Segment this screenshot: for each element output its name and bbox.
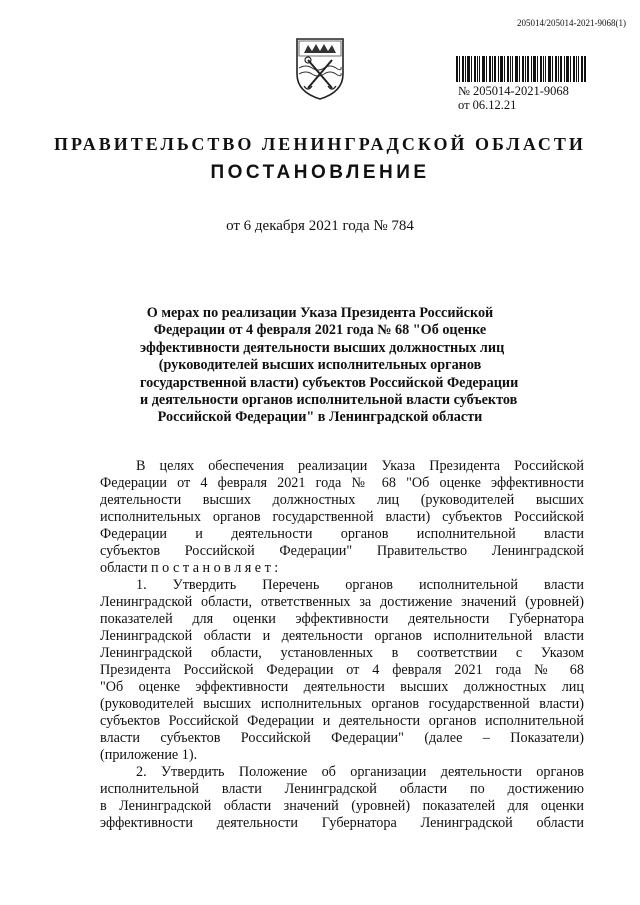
document-date-number: от 6 декабря 2021 года № 784 [226,218,414,234]
subject-line: и деятельности органов исполнительной власти субъектов [140,392,518,409]
subject-line: Федерации от 4 февраля 2021 года № 68 "Об оценке [153,322,487,339]
barcode-icon [456,56,586,82]
body-line: эффективности деятельности Губернатора Ленинградской области [100,815,584,831]
body-line: Федерации и деятельности органов исполнительной власти [100,526,584,542]
body-line [100,560,584,577]
body-line: власти субъектов Российской Федерации" (далее – Показатели) [100,730,584,746]
body-line: (приложение 1). [100,747,198,763]
body-line: субъектов Российской Федерации и деятельности органов исполнительной [100,713,584,729]
registration-block [458,84,569,112]
organization-title: ПРАВИТЕЛЬСТВО ЛЕНИНГРАДСКОЙ ОБЛАСТИ [54,134,586,154]
body-line: Ленинградской области, ответственных за достижение значений (уровней) [100,594,584,610]
document-subject [140,305,519,427]
subject-line: (руководителей высших исполнительных органов [158,357,482,374]
resolution-keyword: постановляет: [150,560,282,576]
body-line: Президента Российской Федерации от 4 февраля 2021 года № 68 [100,662,584,678]
body-line: Ленинградской области и деятельности органов исполнительной власти [100,628,584,644]
document-code: 205014/205014-2021-9068(1) [517,18,626,28]
subject-line: государственной власти) субъектов Российской Федерации [140,374,519,391]
subject-line: О мерах по реализации Указа Президента Российской [146,305,494,321]
body-line: 1. Утвердить Перечень органов исполнительной власти [136,577,584,593]
body-line: исполнительных органов государственной власти) субъектов Российской [100,509,584,525]
body-line: Федерации от 4 февраля 2021 года № 68 "Об оценке эффективности [100,475,584,491]
registration-date: от 06.12.21 [458,98,517,112]
body-line: субъектов Российской Федерации" Правительство Ленинградской [100,543,584,559]
body-line: исполнительной власти Ленинградской области по достижению [100,781,584,797]
document-body [100,458,584,832]
document-type-title: ПОСТАНОВЛЕНИЕ [210,162,430,183]
subject-line: эффективности деятельности высших должностных лиц [140,339,505,356]
body-line: в Ленинградской области значений (уровней) показателей для оценки [100,798,584,814]
registration-number: № 205014-2021-9068 [458,84,569,98]
body-line: показателей для оценки эффективности деятельности Губернатора [100,611,584,627]
body-line: Ленинградской области, установленных в соответствии с Указом [100,645,584,661]
body-line: (руководителей высших исполнительных органов государственной власти) [100,696,584,712]
body-text: области [100,560,151,576]
body-line: 2. Утвердить Положение об организации деятельности органов [136,764,584,780]
subject-line: Российской Федерации" в Ленинградской области [157,409,483,426]
body-line: В целях обеспечения реализации Указа Президента Российской [136,458,584,474]
body-line: "Об оценке эффективности деятельности высших должностных лиц [100,679,584,695]
coat-of-arms-icon [294,36,346,102]
body-line: деятельности высших должностных лиц (руководителей высших [100,492,584,508]
